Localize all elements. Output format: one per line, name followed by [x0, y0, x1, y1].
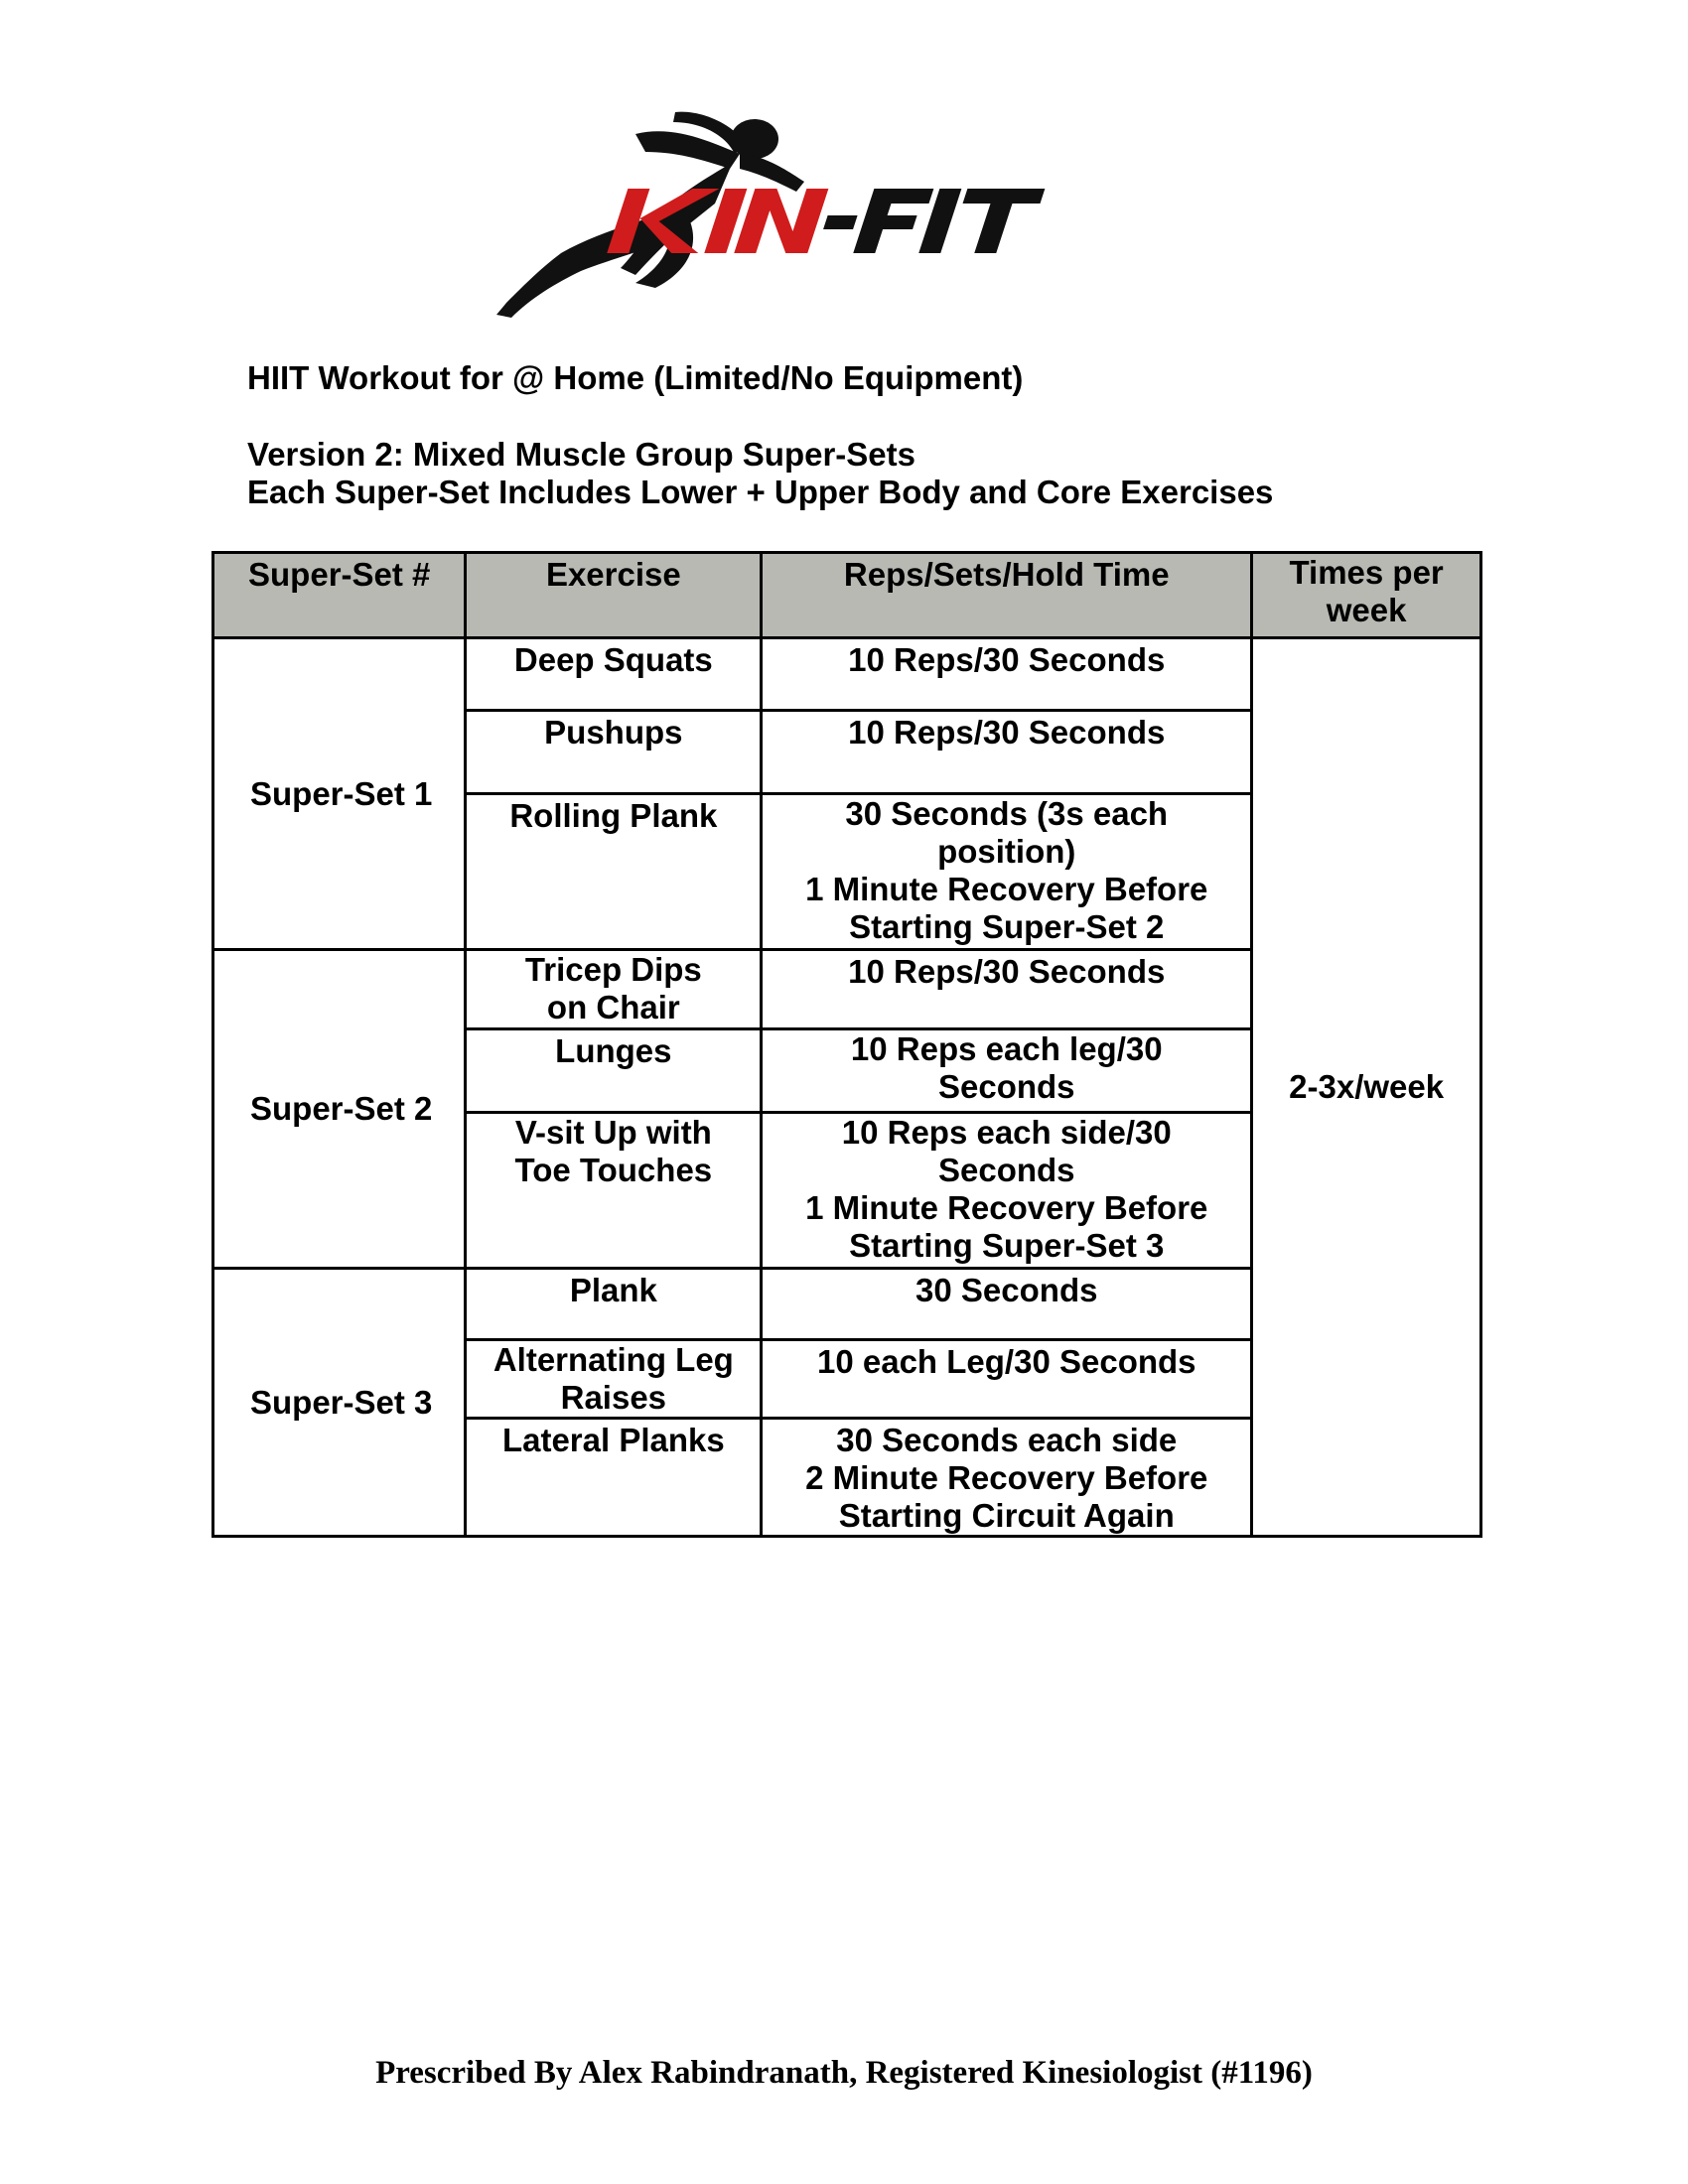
table-row [213, 638, 1481, 711]
reps-cell: 10 Reps/30 Seconds [762, 711, 1252, 794]
page-title: HIIT Workout for @ Home (Limited/No Equipment) [247, 359, 1024, 396]
reps-cell: 30 Seconds [762, 1269, 1252, 1340]
header-reps: Reps/Sets/Hold Time [762, 553, 1252, 638]
reps-cell: 10 Reps each leg/30 Seconds [762, 1029, 1252, 1113]
exercise-cell: Deep Squats [466, 638, 762, 711]
header-times: Times per week [1252, 553, 1481, 638]
description-subtitle: Each Super-Set Includes Lower + Upper Body and Core Exercises [247, 474, 1274, 510]
exercise-cell: Rolling Plank [466, 794, 762, 950]
table-header-row [213, 553, 1481, 638]
prescribed-by-footer: Prescribed By Alex Rabindranath, Registered Kinesiologist (#1196) [375, 2055, 1313, 2091]
reps-cell: 10 Reps/30 Seconds [762, 950, 1252, 1029]
reps-cell: 10 Reps each side/30 Seconds 1 Minute Recovery Before Starting Super-Set 3 [762, 1113, 1252, 1269]
version-subtitle: Version 2: Mixed Muscle Group Super-Sets [247, 436, 916, 473]
exercise-cell: Tricep Dips on Chair [466, 950, 762, 1029]
header-exercise: Exercise [466, 553, 762, 638]
reps-cell: 10 each Leg/30 Seconds [762, 1340, 1252, 1419]
reps-cell: 30 Seconds each side 2 Minute Recovery Before Starting Circuit Again [762, 1419, 1252, 1537]
reps-cell: 10 Reps/30 Seconds [762, 638, 1252, 711]
exercise-cell: Alternating Leg Raises [466, 1340, 762, 1419]
exercise-cell: Plank [466, 1269, 762, 1340]
superset-label: Super-Set 1 [213, 638, 466, 950]
superset-label: Super-Set 3 [213, 1269, 466, 1537]
exercise-cell: Lateral Planks [466, 1419, 762, 1537]
times-per-week-cell: 2-3x/week [1252, 638, 1481, 1537]
sprinter-icon [487, 104, 1122, 318]
exercise-cell: V-sit Up with Toe Touches [466, 1113, 762, 1269]
header-superset: Super-Set # [213, 553, 466, 638]
exercise-cell: Lunges [466, 1029, 762, 1113]
exercise-cell: Pushups [466, 711, 762, 794]
kin-fit-logo [487, 104, 1122, 318]
workout-table [211, 551, 1482, 1538]
superset-label: Super-Set 2 [213, 950, 466, 1269]
reps-cell: 30 Seconds (3s each position) 1 Minute Recovery Before Starting Super-Set 2 [762, 794, 1252, 950]
